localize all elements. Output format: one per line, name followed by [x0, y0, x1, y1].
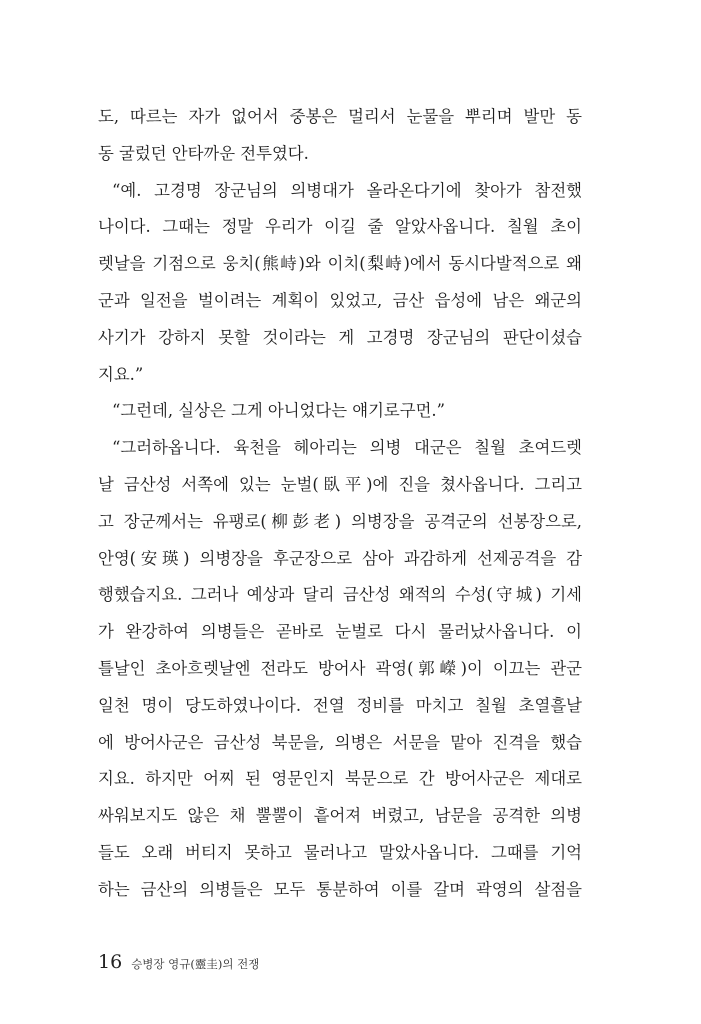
running-title: 승병장 영규(靈圭)의 전쟁 [131, 957, 260, 971]
text-line-13: 안영(安瑛) 의병장을 후군장으로 삼아 과감하게 선제공격을 감 [98, 548, 582, 568]
text-line-8: 지요.” [98, 364, 144, 384]
text-line-6: 군과 일전을 벌이려는 계획이 있었고, 금산 읍성에 남은 왜군의 [98, 290, 582, 310]
text-line-19: 지요. 하지만 어찌 된 영문인지 북문으로 간 방어사군은 제대로 [98, 769, 582, 789]
text-line-17: 일천 명이 당도하였나이다. 전열 정비를 마치고 칠월 초열흘날 [98, 695, 582, 715]
text-line-18: 에 방어사군은 금산성 북문을, 의병은 서문을 맡아 진격을 했습 [98, 732, 582, 752]
text-line-10: “그러하옵니다. 육천을 헤아리는 의병 대군은 칠월 초여드렛 [112, 438, 582, 458]
text-line-16: 틀날인 초아흐렛날엔 전라도 방어사 곽영(郭嶸)이 이끄는 관군 [98, 658, 582, 678]
text-line-4: 나이다. 그때는 정말 우리가 이길 줄 알았사옵니다. 칠월 초이 [98, 217, 582, 237]
page-number: 16 [98, 951, 123, 973]
text-line-2: 동 굴렀던 안타까운 전투였다. [98, 143, 309, 163]
text-line-3: “예. 고경명 장군님의 의병대가 올라온다기에 찾아가 참전했 [112, 180, 582, 200]
text-line-22: 하는 금산의 의병들은 모두 통분하여 이를 갈며 곽영의 살점을 [98, 879, 582, 899]
text-line-12: 고 장군께서는 유팽로(柳彭老) 의병장을 공격군의 선봉장으로, [98, 511, 582, 531]
text-line-9: “그런데, 실상은 그게 아니었다는 얘기로구먼.” [112, 401, 446, 421]
text-line-21: 들도 오래 버티지 못하고 물러나고 말았사옵니다. 그때를 기억 [98, 842, 582, 862]
text-line-14: 행했습지요. 그러나 예상과 달리 금산성 왜적의 수성(守城) 기세 [98, 585, 582, 605]
text-line-15: 가 완강하여 의병들은 곧바로 눈벌로 다시 물러났사옵니다. 이 [98, 622, 582, 642]
page-footer [98, 951, 259, 979]
text-line-5: 렛날을 기점으로 웅치(熊峙)와 이치(梨峙)에서 동시다발적으로 왜 [98, 254, 582, 274]
text-line-20: 싸워보지도 않은 채 뿔뿔이 흩어져 버렸고, 남문을 공격한 의병 [98, 806, 582, 826]
text-line-1: 도, 따르는 자가 없어서 중봉은 멀리서 눈물을 뿌리며 발만 동 [98, 107, 582, 126]
body-text [98, 99, 582, 909]
text-line-11: 날 금산성 서쪽에 있는 눈벌(臥平)에 진을 쳤사옵니다. 그리고 [98, 474, 582, 494]
text-line-7: 사기가 강하지 못할 것이라는 게 고경명 장군님의 판단이셨습 [98, 327, 582, 347]
